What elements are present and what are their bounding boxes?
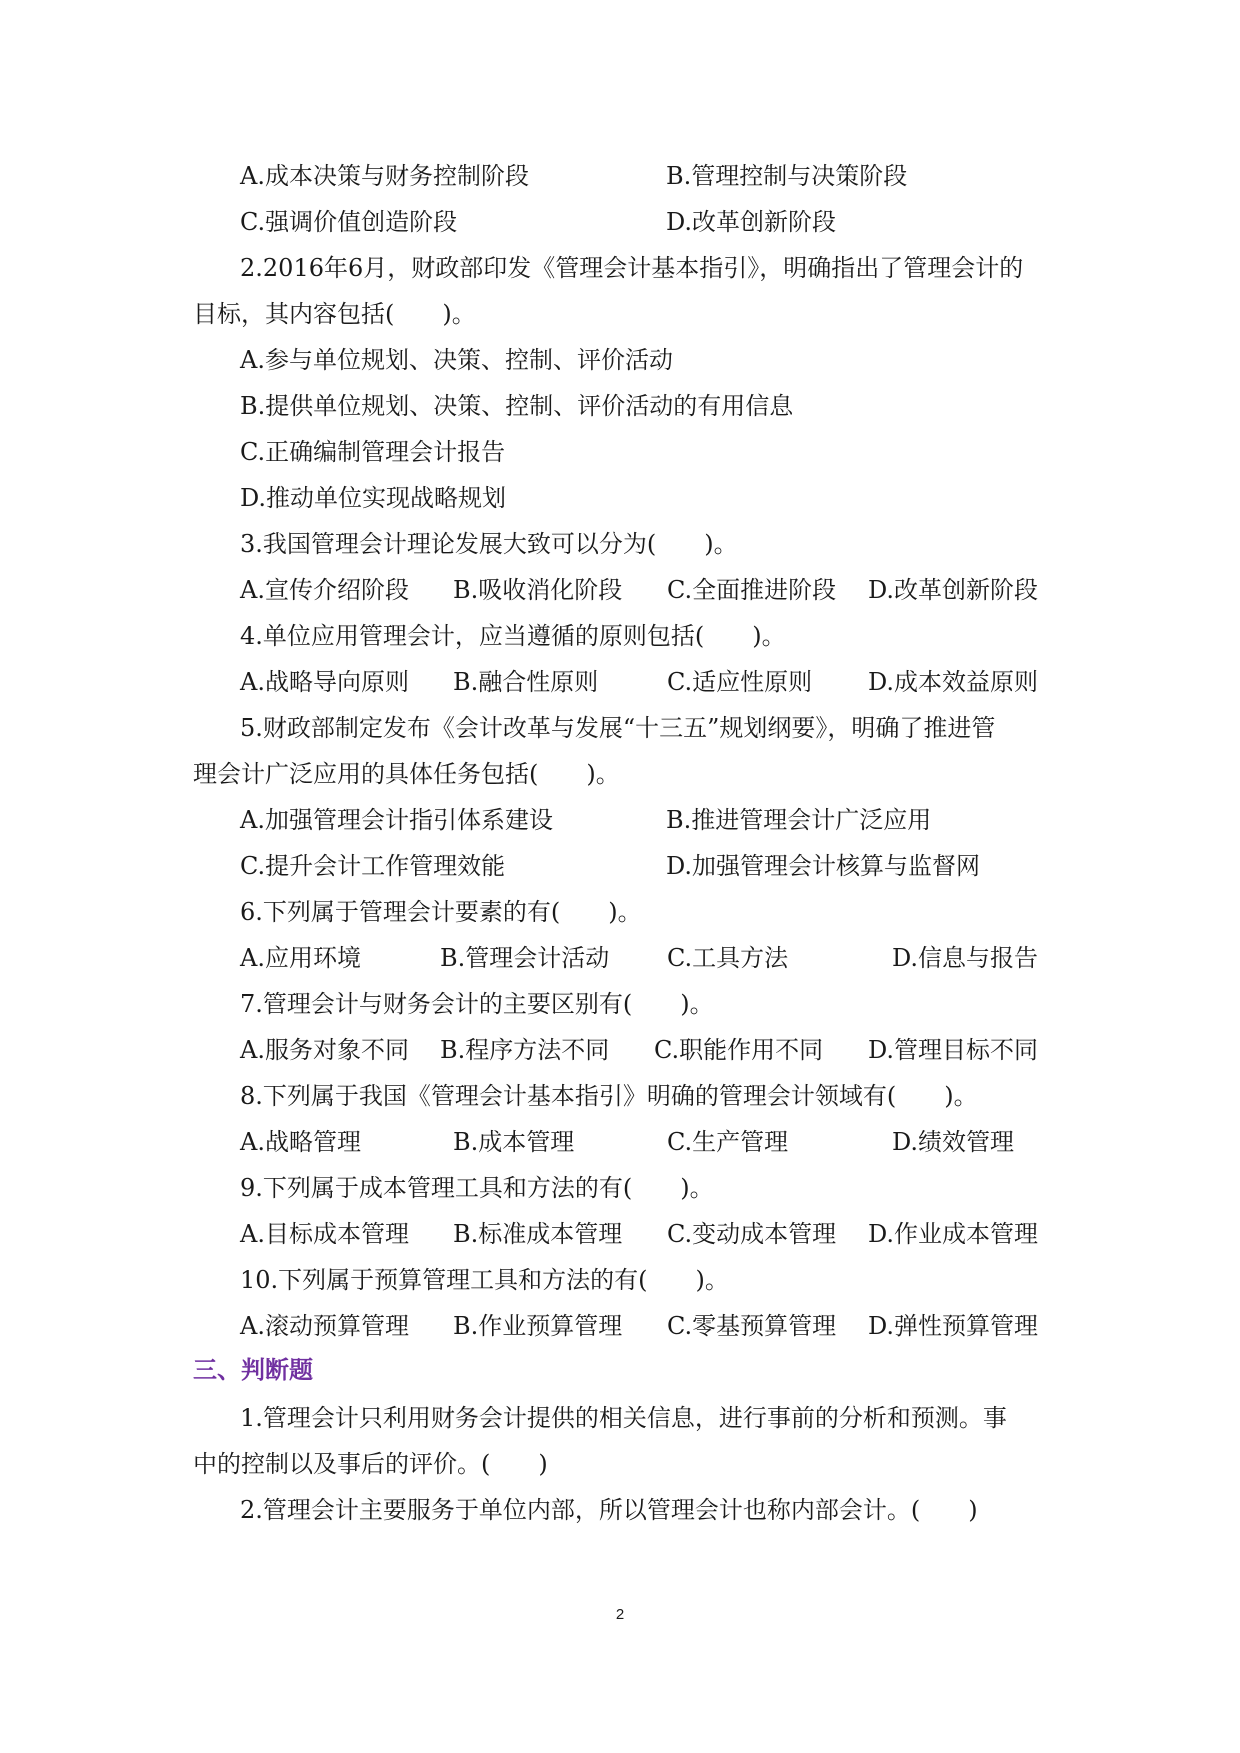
q1-option-b: B.管理控制与决策阶段 (666, 162, 908, 190)
q5-option-d: D.加强管理会计核算与监督网 (666, 852, 981, 880)
q6-option-b: B.管理会计活动 (440, 944, 610, 972)
q5-option-b: B.推进管理会计广泛应用 (666, 806, 932, 834)
q3-option-a: A.宣传介绍阶段 (240, 576, 409, 604)
q6-option-c: C.工具方法 (667, 944, 789, 972)
q7-stem: 7.管理会计与财务会计的主要区别有( )。 (240, 990, 714, 1018)
q4-option-a: A.战略导向原则 (240, 668, 409, 696)
q10-option-d: D.弹性预算管理 (868, 1312, 1039, 1340)
q2-option-a: A.参与单位规划、决策、控制、评价活动 (240, 346, 673, 374)
q7-option-c: C.职能作用不同 (654, 1036, 824, 1064)
q9-option-a: A.目标成本管理 (240, 1220, 409, 1248)
q9-option-b: B.标准成本管理 (453, 1220, 623, 1248)
section-heading-true-false: 三、判断题 (193, 1356, 313, 1384)
q1-option-a: A.成本决策与财务控制阶段 (240, 162, 529, 190)
q7-option-b: B.程序方法不同 (440, 1036, 610, 1064)
q2-stem-line-2: 目标，其内容包括( )。 (193, 300, 476, 328)
q7-option-d: D.管理目标不同 (868, 1036, 1039, 1064)
q4-option-d: D.成本效益原则 (868, 668, 1039, 696)
q6-option-d: D.信息与报告 (892, 944, 1039, 972)
q3-option-c: C.全面推进阶段 (667, 576, 837, 604)
q2-stem-line-1: 2.2016年6月，财政部印发《管理会计基本指引》，明确指出了管理会计的 (240, 254, 1024, 282)
q9-option-d: D.作业成本管理 (868, 1220, 1039, 1248)
q9-stem: 9.下列属于成本管理工具和方法的有( )。 (240, 1174, 714, 1202)
q8-option-d: D.绩效管理 (892, 1128, 1015, 1156)
q9-option-c: C.变动成本管理 (667, 1220, 837, 1248)
q8-stem: 8.下列属于我国《管理会计基本指引》明确的管理会计领域有( )。 (240, 1082, 978, 1110)
q1-option-d: D.改革创新阶段 (666, 208, 837, 236)
q4-stem: 4.单位应用管理会计，应当遵循的原则包括( )。 (240, 622, 786, 650)
q10-option-b: B.作业预算管理 (453, 1312, 623, 1340)
q3-option-d: D.改革创新阶段 (868, 576, 1039, 604)
q2-option-b: B.提供单位规划、决策、控制、评价活动的有用信息 (240, 392, 794, 420)
q4-option-c: C.适应性原则 (667, 668, 813, 696)
q5-stem-line-1: 5.财政部制定发布《会计改革与发展“十三五”规划纲要》，明确了推进管 (240, 714, 996, 742)
judgment-2: 2.管理会计主要服务于单位内部，所以管理会计也称内部会计。( ) (240, 1496, 978, 1524)
q4-option-b: B.融合性原则 (453, 668, 599, 696)
q10-option-a: A.滚动预算管理 (240, 1312, 409, 1340)
q5-stem-line-2: 理会计广泛应用的具体任务包括( )。 (193, 760, 620, 788)
q3-stem: 3.我国管理会计理论发展大致可以分为( )。 (240, 530, 738, 558)
q6-stem: 6.下列属于管理会计要素的有( )。 (240, 898, 642, 926)
q5-option-c: C.提升会计工作管理效能 (240, 852, 506, 880)
page-number: 2 (615, 1606, 625, 1623)
q2-option-c: C.正确编制管理会计报告 (240, 438, 506, 466)
q8-option-a: A.战略管理 (240, 1128, 361, 1156)
judgment-1-line-2: 中的控制以及事后的评价。( ) (193, 1450, 548, 1478)
q7-option-a: A.服务对象不同 (240, 1036, 409, 1064)
q1-option-c: C.强调价值创造阶段 (240, 208, 458, 236)
q10-option-c: C.零基预算管理 (667, 1312, 837, 1340)
q6-option-a: A.应用环境 (240, 944, 361, 972)
q8-option-c: C.生产管理 (667, 1128, 789, 1156)
judgment-1-line-1: 1.管理会计只利用财务会计提供的相关信息，进行事前的分析和预测。事 (240, 1404, 1007, 1432)
q2-option-d: D.推动单位实现战略规划 (240, 484, 507, 512)
q8-option-b: B.成本管理 (453, 1128, 575, 1156)
q3-option-b: B.吸收消化阶段 (453, 576, 623, 604)
q5-option-a: A.加强管理会计指引体系建设 (240, 806, 553, 834)
q10-stem: 10.下列属于预算管理工具和方法的有( )。 (240, 1266, 729, 1294)
